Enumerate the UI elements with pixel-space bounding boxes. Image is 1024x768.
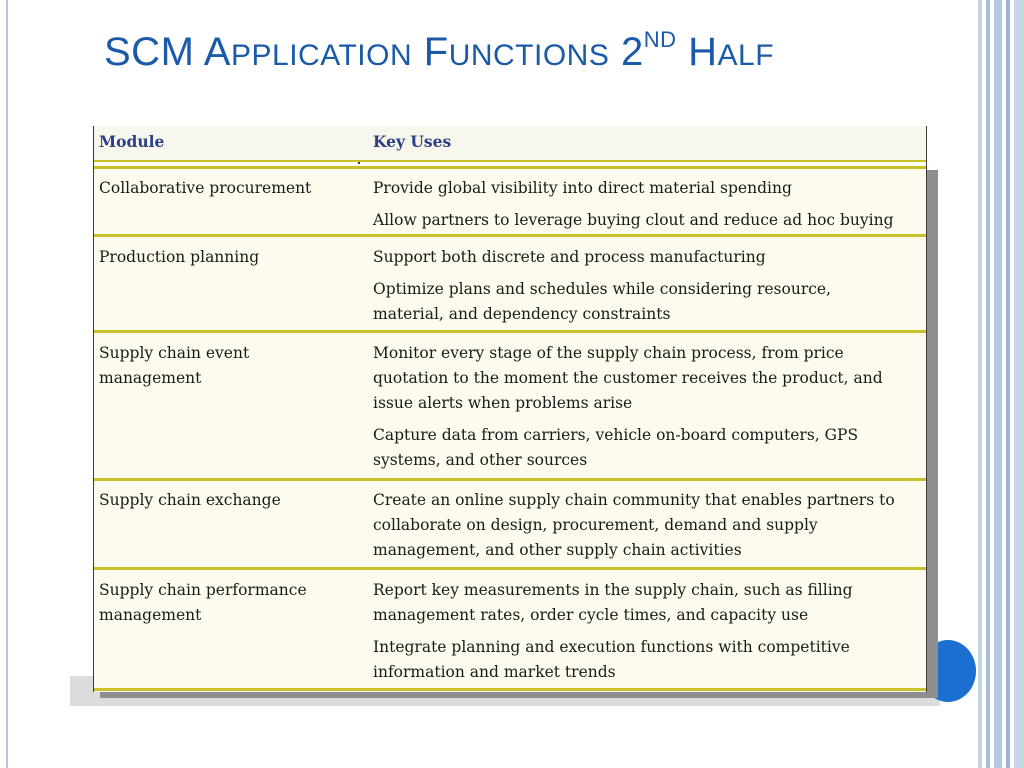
- header-key-uses: Key Uses: [373, 132, 452, 151]
- header-rule-top: [94, 160, 926, 162]
- key-use: Optimize plans and schedules while considering resource, material, and dependency constraints: [373, 280, 832, 323]
- slide-left-border: [6, 0, 8, 768]
- table-header: [94, 126, 926, 160]
- slide-right-border: [978, 0, 1024, 768]
- key-use: Provide global visibility into direct material spending: [373, 179, 792, 197]
- module-cell: Supply chain event management: [99, 344, 250, 387]
- key-uses-cell: [373, 245, 873, 327]
- key-use: Integrate planning and execution functions with competitive information and market trends: [373, 638, 850, 681]
- key-uses-cell: [373, 578, 903, 685]
- key-use: Support both discrete and process manufacturing: [373, 248, 766, 266]
- key-use: Monitor every stage of the supply chain process, from price quotation to the moment the customer receives the product, and issue alerts when problems arise: [373, 344, 883, 412]
- module-cell: Supply chain exchange: [99, 491, 281, 509]
- row-divider: [94, 567, 926, 570]
- key-use: Allow partners to leverage buying clout and reduce ad hoc buying: [373, 211, 894, 229]
- header-module: Module: [99, 132, 165, 151]
- key-use: Report key measurements in the supply chain, such as filling management rates, order cycle times, and capacity use: [373, 581, 853, 624]
- module-cell: Production planning: [99, 248, 260, 266]
- key-uses-cell: [373, 341, 903, 473]
- key-uses-cell: [373, 176, 923, 233]
- scm-functions-table: [93, 126, 927, 692]
- table-bottom-rule: [94, 688, 926, 691]
- row-divider: [94, 234, 926, 237]
- module-cell: Collaborative procurement: [99, 179, 312, 197]
- row-divider: [94, 330, 926, 333]
- key-uses-cell: [373, 488, 903, 563]
- slide-title: SCM APPLICATION FUNCTIONS 2ND HALF: [104, 26, 775, 74]
- key-use: Create an online supply chain community that enables partners to collaborate on design, procurement, demand and supply management, and other supply chain activities: [373, 491, 895, 559]
- key-use: Capture data from carriers, vehicle on-board computers, GPS systems, and other sources: [373, 426, 859, 469]
- header-rule-bottom: [94, 166, 926, 169]
- module-cell: Supply chain performance management: [99, 581, 307, 624]
- row-divider: [94, 478, 926, 481]
